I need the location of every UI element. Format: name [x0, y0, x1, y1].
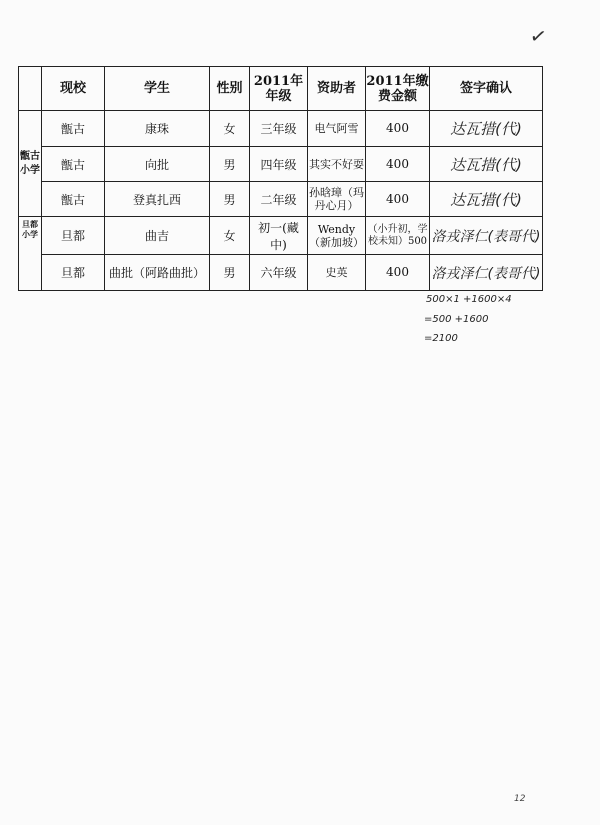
header-school: 现校 [42, 67, 105, 111]
check-mark: ✓ [528, 22, 549, 50]
row-gender: 男 [210, 182, 250, 217]
row-fee: 400 [366, 147, 430, 182]
row-gender: 女 [210, 217, 250, 255]
table-row [19, 255, 543, 291]
row-student: 曲吉 [105, 217, 210, 255]
row-gender: 男 [210, 147, 250, 182]
group-label-1: 甑古小学 [19, 111, 42, 217]
row-grade: 六年级 [250, 255, 308, 291]
table-row [19, 111, 543, 147]
header-fee: 2011年缴费金额 [366, 67, 430, 111]
row-grade: 三年级 [250, 111, 308, 147]
row-student: 康珠 [105, 111, 210, 147]
sponsorship-table [18, 66, 543, 291]
row-fee: 400 [366, 182, 430, 217]
table-row [19, 182, 543, 217]
header-sign: 签字确认 [430, 67, 543, 111]
row-signature: 达瓦措(代) [430, 182, 543, 217]
row-school: 旦都 [42, 217, 105, 255]
handwritten-calc-line-3: =2100 [424, 333, 458, 344]
row-signature: 达瓦措(代) [430, 147, 543, 182]
table-row [19, 217, 543, 255]
row-student: 登真扎西 [105, 182, 210, 217]
header-row [19, 67, 543, 111]
header-blank [19, 67, 42, 111]
row-school: 甑古 [42, 147, 105, 182]
row-gender: 女 [210, 111, 250, 147]
row-sponsor: Wendy（新加坡） [308, 217, 366, 255]
row-signature: 达瓦措(代) [430, 111, 543, 147]
row-fee: （小升初，学校未知）500 [366, 217, 430, 255]
row-school: 甑古 [42, 182, 105, 217]
handwritten-calc-line-2: =500 +1600 [424, 314, 489, 325]
row-gender: 男 [210, 255, 250, 291]
handwritten-calc-line-1: 500×1 +1600×4 [426, 294, 512, 305]
row-signature: 洛戎泽仁(表哥代) [430, 217, 543, 255]
row-grade: 四年级 [250, 147, 308, 182]
header-student: 学生 [105, 67, 210, 111]
header-gender: 性别 [210, 67, 250, 111]
row-fee: 400 [366, 255, 430, 291]
row-signature: 洛戎泽仁(表哥代) [430, 255, 543, 291]
row-student: 向批 [105, 147, 210, 182]
group-label-2: 旦都小学 [19, 217, 42, 291]
row-sponsor: 孙晗璋（玛丹心月） [308, 182, 366, 217]
row-school: 甑古 [42, 111, 105, 147]
table-row [19, 147, 543, 182]
header-sponsor: 资助者 [308, 67, 366, 111]
row-sponsor: 史英 [308, 255, 366, 291]
row-school: 旦都 [42, 255, 105, 291]
row-student: 曲批（阿路曲批） [105, 255, 210, 291]
page-number: 12 [514, 794, 526, 804]
row-grade: 初一(藏中) [250, 217, 308, 255]
row-sponsor: 电气阿雪 [308, 111, 366, 147]
row-grade: 二年级 [250, 182, 308, 217]
row-sponsor: 其实不好耍 [308, 147, 366, 182]
header-grade: 2011年年级 [250, 67, 308, 111]
row-fee: 400 [366, 111, 430, 147]
